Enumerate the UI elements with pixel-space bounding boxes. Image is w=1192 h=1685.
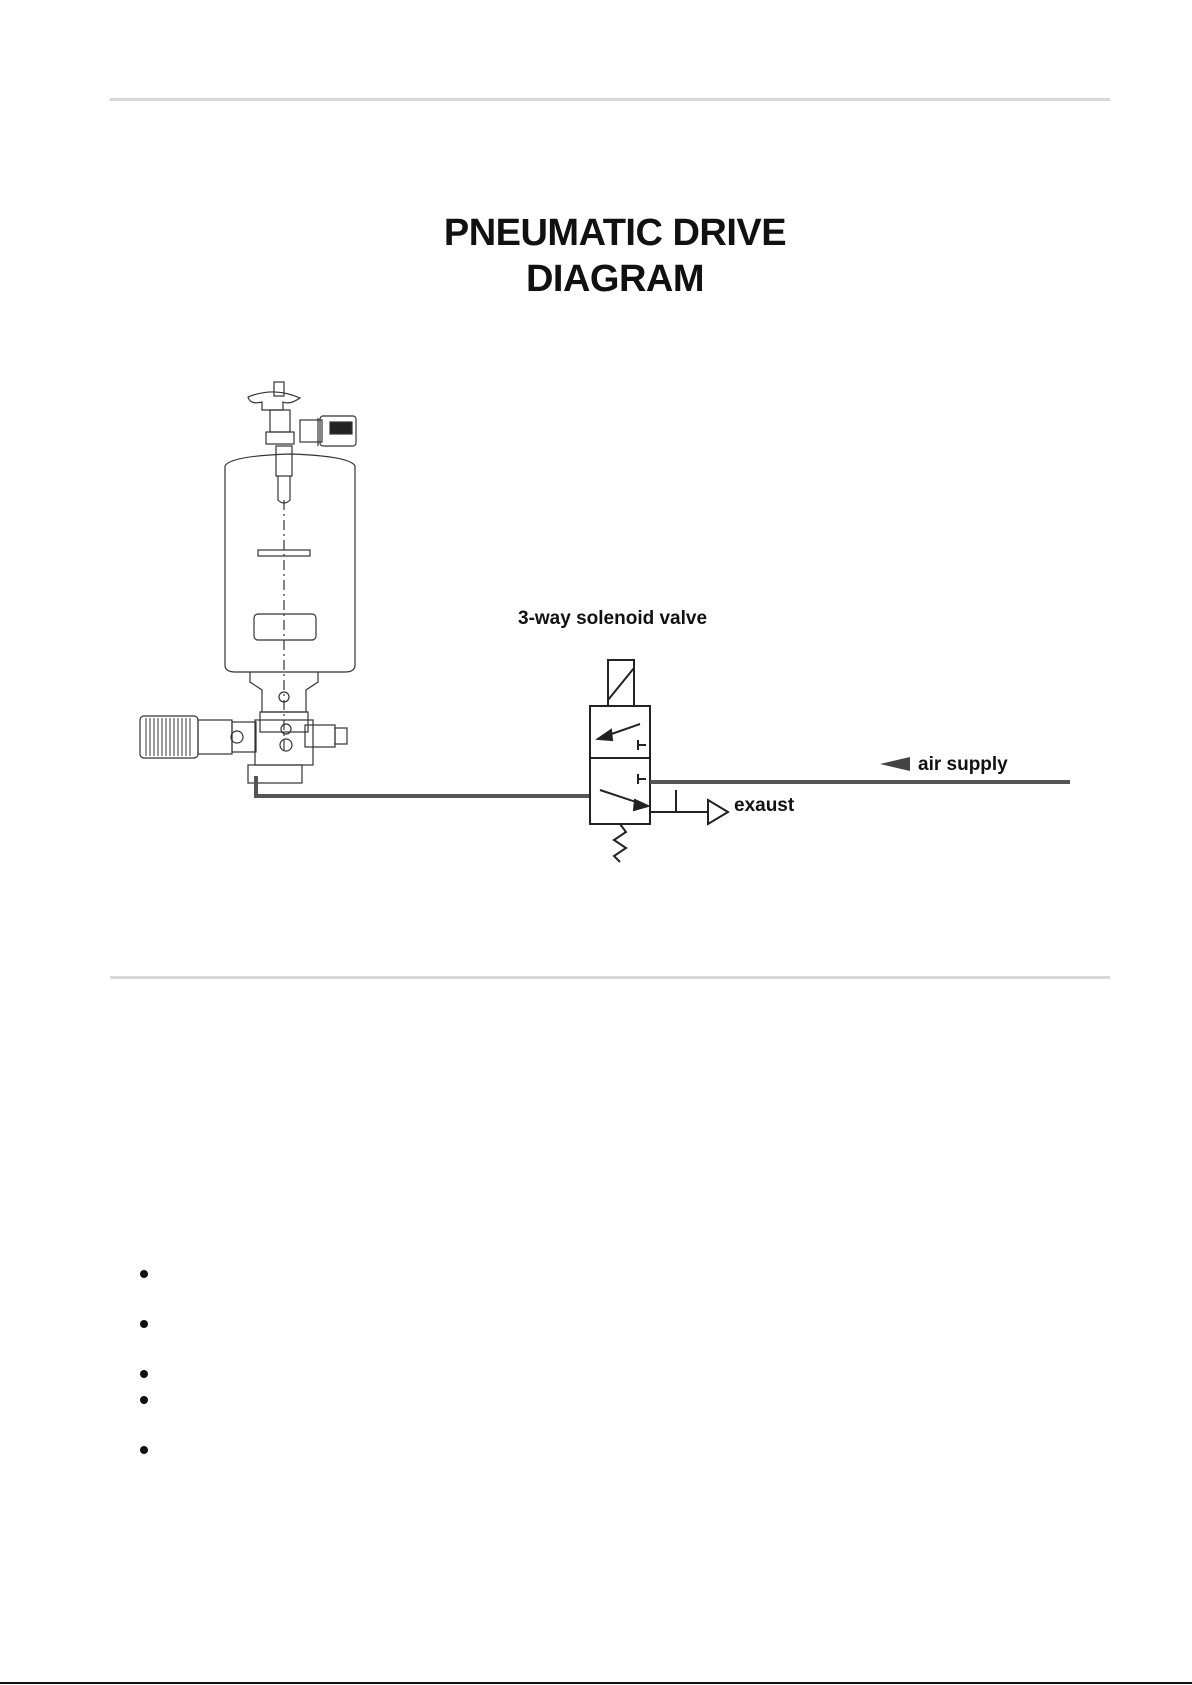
list-bullet bbox=[140, 1446, 148, 1454]
solenoid-valve-symbol bbox=[590, 660, 650, 862]
valve-label: 3-way solenoid valve bbox=[518, 608, 708, 629]
title-line-2: DIAGRAM bbox=[525, 258, 705, 300]
air-supply-label: air supply bbox=[918, 754, 1008, 775]
list-bullet bbox=[140, 1320, 148, 1328]
footer-rule bbox=[0, 1682, 1192, 1684]
list-bullet bbox=[140, 1370, 148, 1378]
title-line-1: PNEUMATIC DRIVE bbox=[443, 212, 787, 254]
exhaust-symbol bbox=[708, 800, 728, 824]
list-bullet bbox=[140, 1270, 148, 1278]
exhaust-label: exaust bbox=[734, 795, 795, 816]
exhaust-line bbox=[650, 806, 708, 812]
middle-divider bbox=[110, 976, 1110, 979]
bullet-list bbox=[140, 0, 160, 1685]
pipe-tank-to-valve bbox=[256, 776, 590, 796]
tank-drawing bbox=[140, 382, 356, 783]
air-supply-arrow bbox=[880, 757, 910, 771]
list-bullet bbox=[140, 1396, 148, 1404]
